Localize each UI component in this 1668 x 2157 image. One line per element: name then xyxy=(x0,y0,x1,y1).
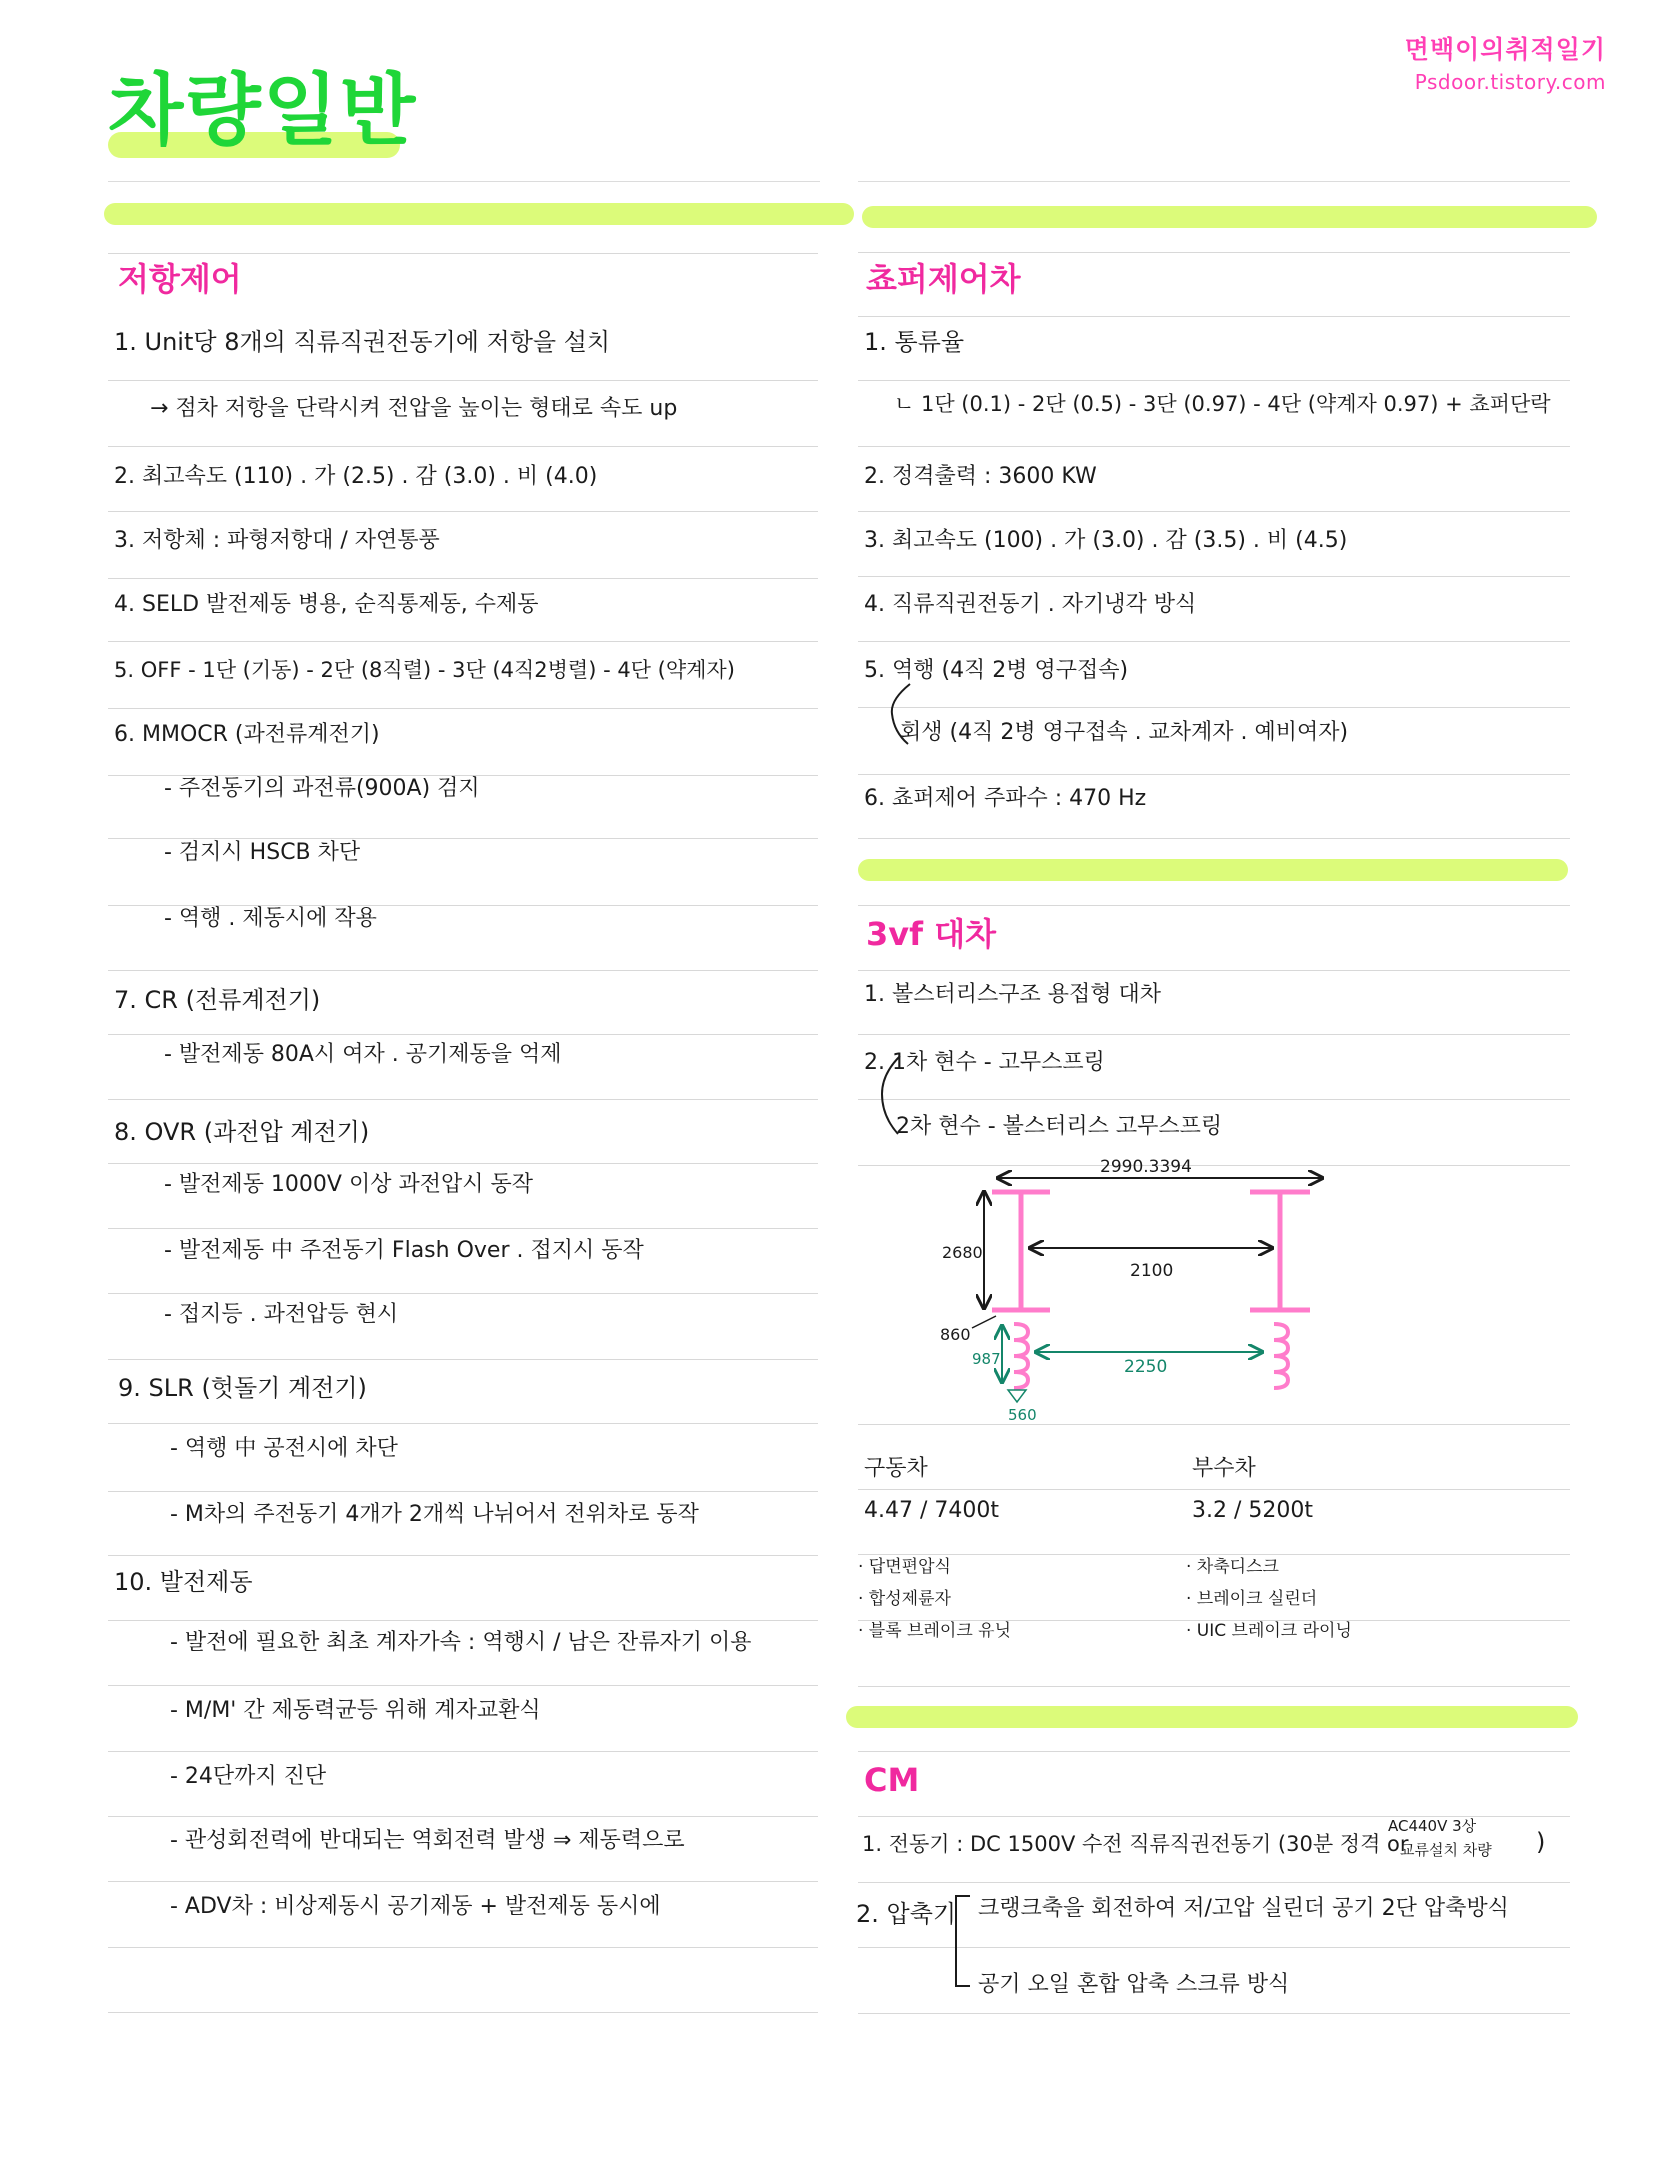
chopper-line-7: 회생 (4직 2병 영구접속 . 교차계자 . 예비여자) xyxy=(900,720,1349,745)
bogie-line-2: 2. 1차 현수 - 고무스프링 xyxy=(864,1050,1105,1075)
left-line-23: - 24단까지 진단 xyxy=(170,1764,327,1789)
left-line-3: 2. 최고속도 (110) . 가 (2.5) . 감 (3.0) . 비 (4.0) xyxy=(114,464,598,489)
bogie-line-1: 1. 볼스터리스구조 용접형 대차 xyxy=(864,982,1161,1007)
left-line-12: - 발전제동 80A시 여자 . 공기제동을 억제 xyxy=(164,1042,562,1067)
chopper-line-2: ㄴ 1단 (0.1) - 2단 (0.5) - 3단 (0.97) - 4단 (약계자 0.97) + 쵸퍼단락 xyxy=(894,392,1551,416)
bogie-dimension-figure xyxy=(910,1150,1370,1440)
cm-heading: CM xyxy=(864,1761,920,1799)
drive-car-title: 구동차 xyxy=(864,1456,928,1481)
left-line-9: - 검지시 HSCB 차단 xyxy=(164,840,361,865)
cm-line-2a: 크랭크축을 회전하여 저/고압 실린더 공기 2단 압축방식 xyxy=(978,1896,1509,1921)
cm-line-1: 1. 전동기 : DC 1500V 수전 직류직권전동기 (30분 정격 or xyxy=(862,1832,1409,1856)
left-line-7: 6. MMOCR (과전류계전기) xyxy=(114,722,380,747)
trailer-car-value: 3.2 / 5200t xyxy=(1192,1498,1313,1523)
right-spring xyxy=(1274,1324,1288,1388)
cm-line-2b: 공기 오일 혼합 압축 스크류 방식 xyxy=(978,1972,1290,1997)
spring-height-label: 987 xyxy=(972,1350,1001,1368)
drive-car-item-2: · 합성제륜자 xyxy=(858,1589,951,1609)
chopper-line-4: 3. 최고속도 (100) . 가 (3.0) . 감 (3.5) . 비 (4.5) xyxy=(864,528,1348,553)
chopper-line-3: 2. 정격출력 : 3600 KW xyxy=(864,464,1097,489)
resistance-control-heading: 저항제어 xyxy=(118,260,242,298)
drive-car-value: 4.47 / 7400t xyxy=(864,1498,999,1523)
divider xyxy=(858,181,1570,182)
chopper-line-1: 1. 통류율 xyxy=(864,328,965,356)
left-line-10: - 역행 . 제동시에 작용 xyxy=(164,906,377,931)
right-section-band xyxy=(862,206,1597,228)
left-spring xyxy=(1014,1324,1028,1388)
bogie-section-band xyxy=(858,859,1568,881)
left-line-1: 1. Unit당 8개의 직류직권전동기에 저항을 설치 xyxy=(114,328,611,356)
right-frame-beam xyxy=(1250,1192,1310,1310)
left-line-20: 10. 발전제동 xyxy=(114,1568,253,1596)
left-line-15: - 발전제동 中 주전동기 Flash Over . 접지시 동작 xyxy=(164,1238,644,1263)
blog-watermark xyxy=(1405,30,1606,94)
left-line-24: - 관성회전력에 반대되는 역회전력 발생 ⇒ 제동력으로 xyxy=(170,1828,685,1853)
left-line-25: - ADV차 : 비상제동시 공기제동 + 발전제동 동시에 xyxy=(170,1894,661,1919)
cm-line-1-note-a: AC440V 3상 xyxy=(1388,1817,1477,1835)
spring-gap-label: 2250 xyxy=(1124,1357,1168,1377)
left-line-14: - 발전제동 1000V 이상 과전압시 동작 xyxy=(164,1172,533,1197)
left-line-11: 7. CR (전류계전기) xyxy=(114,986,321,1014)
watermark-url: Psdoor.tistory.com xyxy=(1414,70,1606,94)
chopper-line-5: 4. 직류직권전동기 . 자기냉각 방식 xyxy=(864,592,1197,617)
trailer-car-item-3: · UIC 브레이크 라이닝 xyxy=(1186,1621,1352,1641)
left-line-13: 8. OVR (과전압 계전기) xyxy=(114,1118,370,1146)
left-line-17: 9. SLR (헛돌기 계전기) xyxy=(118,1374,367,1402)
bogie-heading: 3vf 대차 xyxy=(866,915,997,953)
drive-car-item-3: · 블록 브레이크 유닛 xyxy=(858,1621,1011,1641)
left-line-8: - 주전동기의 과전류(900A) 검지 xyxy=(164,776,480,801)
trailer-car-title: 부수차 xyxy=(1192,1456,1256,1481)
left-line-4: 3. 저항체 : 파형저항대 / 자연통풍 xyxy=(114,528,440,553)
trailer-car-item-2: · 브레이크 실린더 xyxy=(1186,1589,1318,1609)
left-line-22: - M/M' 간 제동력균등 위해 계자교환식 xyxy=(170,1698,541,1723)
bracket-icon xyxy=(950,1892,974,1992)
left-frame-beam xyxy=(992,1192,1050,1310)
page-title: 차량일반 xyxy=(108,66,418,156)
cm-line-1-note-b: 교류설치 차량 xyxy=(1400,1841,1492,1859)
left-line-6: 5. OFF - 1단 (기동) - 2단 (8직렬) - 3단 (4직2병렬) - 4단 (약계자) xyxy=(114,658,735,682)
chopper-line-6: 5. 역행 (4직 2병 영구접속) xyxy=(864,658,1129,683)
left-line-18: - 역행 中 공전시에 차단 xyxy=(170,1436,398,1461)
divider xyxy=(108,181,820,182)
low-left-label: 860 xyxy=(940,1325,971,1344)
left-section-band xyxy=(104,203,854,225)
bogie-line-3: 2차 현수 - 볼스터리스 고무스프링 xyxy=(896,1114,1223,1139)
spring-width-label: 560 xyxy=(1008,1406,1037,1424)
drive-car-item-1: · 답면편압식 xyxy=(858,1557,951,1577)
chopper-line-8: 6. 쵸퍼제어 주파수 : 470 Hz xyxy=(864,786,1147,811)
left-line-19: - M차의 주전동기 4개가 2개씩 나뉘어서 전위차로 동작 xyxy=(170,1502,699,1527)
watermark-name: 면백이의취적일기 xyxy=(1404,35,1606,64)
left-line-2: → 점차 저항을 단락시켜 전압을 높이는 형태로 속도 up xyxy=(150,396,678,421)
left-line-21: - 발전에 필요한 최초 계자가속 : 역행시 / 남은 잔류자기 이용 xyxy=(170,1630,752,1655)
inner-dimension-label: 2100 xyxy=(1130,1261,1174,1281)
left-line-5: 4. SELD 발전제동 병용, 순직통제동, 수제동 xyxy=(114,592,539,617)
cm-line-2-label: 2. 압축기 xyxy=(856,1900,957,1928)
cm-section-band xyxy=(846,1706,1578,1728)
cm-line-1-tail: ) xyxy=(1536,1828,1546,1856)
top-dimension-label: 2990.3394 xyxy=(1100,1157,1192,1177)
trailer-car-item-1: · 차축디스크 xyxy=(1186,1557,1279,1577)
left-line-16: - 접지등 . 과전압등 현시 xyxy=(164,1302,399,1327)
height-dimension-label: 2680 xyxy=(942,1243,983,1262)
chopper-heading: 쵸퍼제어차 xyxy=(866,260,1021,298)
